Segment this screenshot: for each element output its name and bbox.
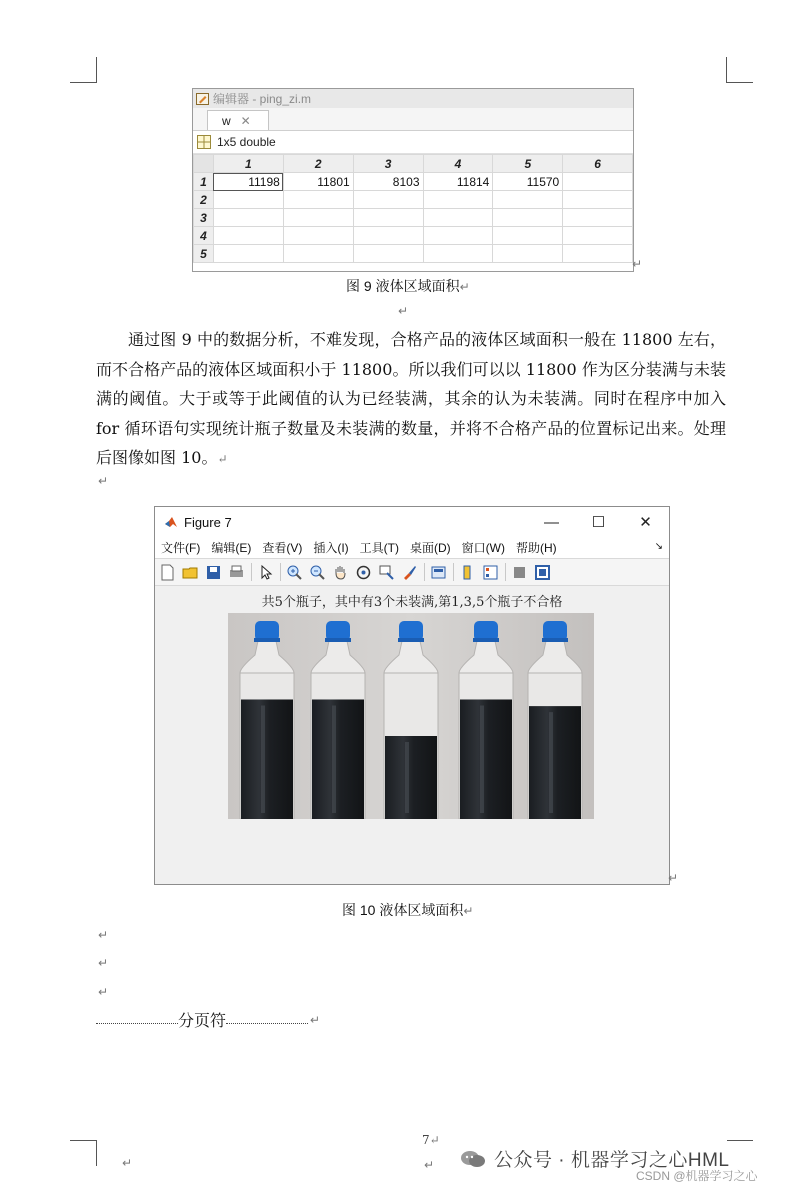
crop-mark-top-right-v	[726, 57, 727, 83]
page-number: 7↵	[422, 1133, 440, 1147]
grid-cell[interactable]	[423, 191, 493, 209]
table-row	[194, 227, 633, 245]
grid-cell[interactable]	[563, 245, 633, 263]
crop-mark-bottom-right	[727, 1140, 753, 1141]
grid-cell[interactable]: 11801	[283, 173, 353, 191]
close-icon[interactable]: ✕	[240, 113, 251, 128]
tab-label: w	[222, 113, 231, 128]
figure-toolbar	[155, 558, 669, 586]
crop-mark-bottom-left-v	[96, 1140, 97, 1166]
paragraph-text: 通过图 9 中的数据分析，不难发现，合格产品的液体区域面积一般在 11800 左右，而不合格产品的液体区域面积小于 11800。所以我们可以以 11800 作为区分装满与未装满的阈值。大于或等于此阈值的认为已经装满，其余的认为未装满。同时在程序中加入 for 循环语句实现统计瓶子数量及未装满的数量，并将不合格产品的位置标记出来。处理后图像如图 10。	[96, 330, 726, 467]
brush-icon[interactable]	[401, 564, 418, 581]
table-row	[194, 173, 633, 191]
data-cursor-icon[interactable]	[378, 564, 395, 581]
return-mark: ↵	[398, 304, 409, 318]
figure-10-caption: 图 10 液体区域面积↵	[342, 902, 474, 918]
figure-titlebar	[155, 507, 669, 537]
table-row	[194, 245, 633, 263]
pan-hand-icon[interactable]	[332, 564, 349, 581]
show-plot-tools-icon[interactable]	[534, 564, 551, 581]
pointer-icon[interactable]	[257, 564, 274, 581]
col-header[interactable]: 5	[493, 155, 563, 173]
liquid-fill	[312, 699, 364, 819]
close-button[interactable]: ✕	[639, 514, 652, 531]
liquid-fill	[241, 699, 293, 819]
grid-cell[interactable]	[563, 227, 633, 245]
grid-cell[interactable]	[213, 209, 283, 227]
print-icon[interactable]	[228, 564, 245, 581]
grid-cell[interactable]	[283, 209, 353, 227]
crop-mark-top-left	[70, 82, 96, 83]
grid-cell[interactable]	[283, 245, 353, 263]
col-header[interactable]: 3	[353, 155, 423, 173]
return-mark: ↵	[122, 1156, 133, 1170]
watermark-text: 公众号 · 机器学习之心HML	[494, 1150, 730, 1171]
crop-mark-top-right	[727, 82, 753, 83]
menu-window[interactable]: 窗口(W)	[461, 541, 505, 555]
grid-cell[interactable]	[493, 245, 563, 263]
link-plot-icon[interactable]	[430, 564, 447, 581]
row-header[interactable]: 1	[194, 173, 214, 191]
grid-cell[interactable]	[493, 227, 563, 245]
wechat-icon	[460, 1149, 486, 1169]
dock-arrow-icon[interactable]: ↘	[654, 541, 663, 552]
grid-cell[interactable]	[563, 173, 633, 191]
grid-cell[interactable]	[213, 245, 283, 263]
hide-plot-tools-icon[interactable]	[511, 564, 528, 581]
figure-menubar	[155, 537, 669, 558]
col-header[interactable]: 1	[213, 155, 283, 173]
grid-cell[interactable]: 11814	[423, 173, 493, 191]
menu-view[interactable]: 查看(V)	[262, 541, 303, 555]
grid-cell[interactable]	[493, 209, 563, 227]
legend-icon[interactable]	[482, 564, 499, 581]
editor-titlebar	[193, 89, 633, 108]
editor-tabbar	[193, 108, 633, 131]
colorbar-icon[interactable]	[459, 564, 476, 581]
col-header[interactable]: 2	[283, 155, 353, 173]
row-header[interactable]: 5	[194, 245, 214, 263]
col-header[interactable]: 4	[423, 155, 493, 173]
return-mark: ↵	[424, 1158, 435, 1172]
liquid-fill	[529, 706, 581, 819]
grid-cell[interactable]	[213, 191, 283, 209]
return-mark: ↵	[217, 452, 228, 466]
row-header[interactable]: 3	[194, 209, 214, 227]
row-header[interactable]: 2	[194, 191, 214, 209]
grid-corner	[194, 155, 214, 173]
table-row	[194, 191, 633, 209]
grid-cell[interactable]	[353, 245, 423, 263]
liquid-fill	[460, 699, 512, 819]
crop-mark-bottom-left	[70, 1140, 96, 1141]
figure-9-caption: 图 9 液体区域面积↵	[346, 278, 470, 294]
variable-size: 1x5 double	[217, 135, 276, 149]
grid-cell[interactable]	[353, 209, 423, 227]
variable-editor	[192, 88, 634, 272]
maximize-button[interactable]: ☐	[591, 514, 606, 531]
new-file-icon[interactable]	[159, 564, 176, 581]
grid-cell[interactable]: 11198	[213, 173, 283, 191]
variable-grid	[193, 154, 633, 263]
grid-cell[interactable]	[563, 191, 633, 209]
menu-tools[interactable]: 工具(T)	[359, 541, 399, 555]
grid-cell[interactable]	[283, 191, 353, 209]
variable-info	[193, 131, 633, 154]
editor-title: 编辑器 - ping_zi.m	[213, 92, 312, 106]
figure-window	[154, 506, 670, 885]
zoom-in-icon[interactable]	[286, 564, 303, 581]
menu-file[interactable]: 文件(F)	[161, 541, 201, 555]
return-mark: ↵	[98, 956, 109, 970]
return-mark: ↵	[668, 871, 679, 885]
grid-cell[interactable]: 8103	[353, 173, 423, 191]
grid-cell[interactable]	[493, 191, 563, 209]
grid-cell[interactable]	[353, 191, 423, 209]
grid-cell[interactable]	[213, 227, 283, 245]
menu-desktop[interactable]: 桌面(D)	[409, 541, 451, 555]
open-folder-icon[interactable]	[182, 564, 199, 581]
page-break	[96, 1008, 320, 1031]
bottles-photo	[228, 613, 594, 819]
grid-cell[interactable]	[283, 227, 353, 245]
crop-mark-top-left-v	[96, 57, 97, 83]
table-row	[194, 209, 633, 227]
return-mark: ↵	[98, 928, 109, 942]
grid-cell[interactable]	[563, 209, 633, 227]
csdn-mark: CSDN @机器学习之心	[636, 1169, 758, 1183]
save-icon[interactable]	[205, 564, 222, 581]
plot-title: 共5个瓶子，其中有3个未装满,第1,3,5个瓶子不合格	[261, 595, 563, 610]
rotate-3d-icon[interactable]	[355, 564, 372, 581]
return-mark: ↵	[310, 1012, 321, 1027]
page-break-label: 分页符	[178, 1013, 227, 1030]
row-header[interactable]: 4	[194, 227, 214, 245]
liquid-fill	[385, 736, 437, 819]
zoom-out-icon[interactable]	[309, 564, 326, 581]
menu-insert[interactable]: 插入(I)	[313, 541, 349, 555]
pencil-icon	[196, 93, 209, 105]
col-header[interactable]: 6	[563, 155, 633, 173]
tab-w[interactable]	[207, 110, 269, 130]
grid-icon	[197, 135, 211, 149]
body-paragraph	[96, 325, 726, 475]
matlab-logo-icon	[164, 515, 178, 529]
grid-cell[interactable]: 11570	[493, 173, 563, 191]
grid-cell[interactable]	[423, 245, 493, 263]
menu-help[interactable]: 帮助(H)	[515, 541, 557, 555]
return-mark: ↵	[632, 257, 643, 271]
return-mark: ↵	[98, 474, 109, 488]
grid-cell[interactable]	[353, 227, 423, 245]
minimize-button[interactable]: —	[544, 513, 559, 531]
grid-cell[interactable]	[423, 227, 493, 245]
figure-title: Figure 7	[184, 514, 232, 530]
menu-edit[interactable]: 编辑(E)	[211, 541, 252, 555]
return-mark: ↵	[98, 985, 109, 999]
grid-cell[interactable]	[423, 209, 493, 227]
